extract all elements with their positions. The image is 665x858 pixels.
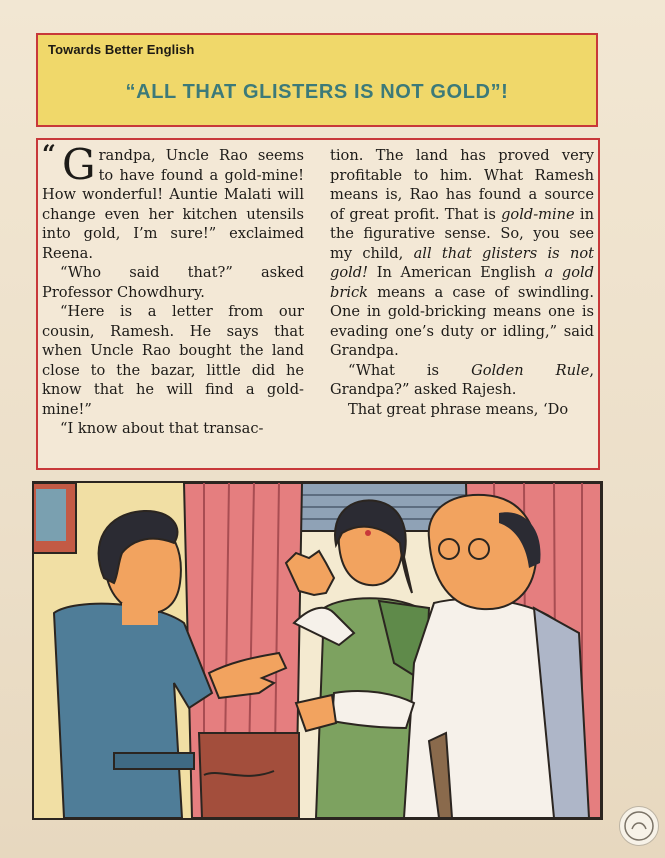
paragraph xyxy=(330,146,594,361)
paragraph: That great phrase means, ‘Do xyxy=(348,400,569,418)
paragraph: “Who said that?” asked Professor Chowdhury. xyxy=(42,264,304,301)
boy-neck xyxy=(122,603,158,625)
paragraph xyxy=(330,361,594,400)
publisher-logo-icon xyxy=(619,806,659,846)
bindi xyxy=(365,530,371,536)
logo-svg xyxy=(620,807,658,845)
paragraph xyxy=(42,139,304,263)
emphasis: Golden Rule xyxy=(471,361,590,379)
article-text-box xyxy=(36,138,600,470)
logo-ring xyxy=(625,812,653,840)
text-run: , Grandpa?” asked Rajesh. xyxy=(330,361,594,398)
series-label: Towards Better English xyxy=(48,42,195,57)
emphasis: gold-mine xyxy=(501,205,575,223)
text-run: in the figurative sense. So, you see my child, xyxy=(330,205,594,262)
illustration-svg xyxy=(34,483,601,818)
emphasis: a gold brick xyxy=(330,264,594,301)
article-column-left xyxy=(42,139,304,439)
drop-cap: G xyxy=(62,140,96,189)
open-quote: “ xyxy=(42,139,56,168)
paragraph: “Here is a letter from our cousin, Ramesh. He says that when Uncle Rao bought the land close to the bazar, little did he know that he will find a gold-mine!” xyxy=(42,303,304,418)
paragraph-text: randpa, Uncle Rao seems to have found a gold-mine! How wonderful! Auntie Malati will change even her kitchen utensils into gold, I’m sure!” exclaimed Reena. xyxy=(42,147,304,262)
text-run: means a case of swindling. One in gold-bricking means one is evading one’s duty or idling,” said Grandpa. xyxy=(330,283,594,359)
article-column-right xyxy=(330,146,594,419)
text-run: tion. The land has proved very profitable to him. What Ramesh means is, Rao has found a source of great profit. That is xyxy=(330,147,594,223)
text-run: “What is xyxy=(348,361,472,379)
logo-mark xyxy=(632,823,646,829)
comic-illustration xyxy=(32,481,603,820)
text-run: In American English xyxy=(368,264,545,281)
page-title: “ALL THAT GLISTERS IS NOT GOLD”! xyxy=(125,81,509,103)
boy-belt xyxy=(114,753,194,769)
paragraph: “I know about that transac- xyxy=(60,420,264,437)
header-box xyxy=(36,33,598,127)
emphasis: all that glisters is not gold! xyxy=(330,244,594,281)
window-pane xyxy=(36,489,66,541)
